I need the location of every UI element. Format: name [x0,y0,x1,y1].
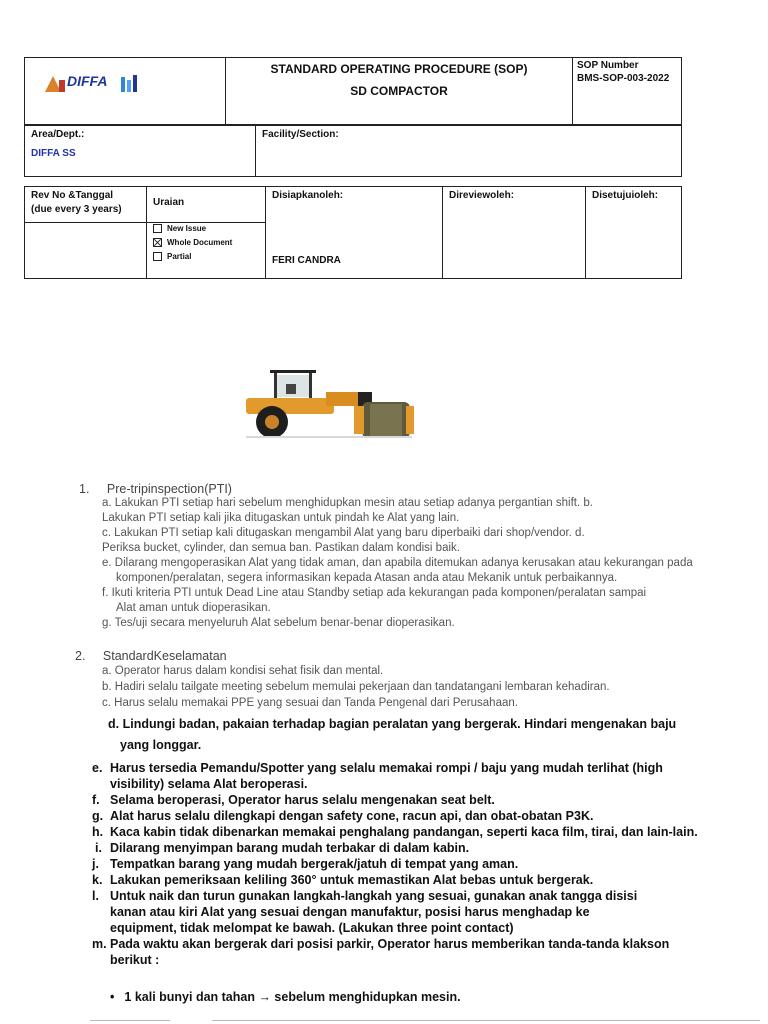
s2-item-i: i. Dilarang menyimpan barang mudah terbakar di dalam kabin. [95,841,470,855]
uraian-cell [147,187,266,223]
s1-line-f2: Alat aman untuk dioperasikan. [116,602,271,614]
s1-line-e: e. Dilarang mengoperasikan Alat yang tidak aman, dan apabila ditemukan adanya kerusakan atau kekurangan pada [102,557,693,569]
s1-line-a: a. Lakukan PTI setiap hari sebelum menghidupkan mesin atau setiap adanya pergantian shift. b. [102,497,593,509]
uraian-label: Uraian [153,197,185,208]
footer-divider-left [90,1020,170,1021]
s2-item-k: k. Lakukan pemeriksaan keliling 360° untuk memastikan Alat bebas untuk bergerak. [92,873,594,887]
title-cell [226,58,573,126]
section2-gray-list [102,665,722,713]
whole-document-checkbox[interactable] [153,238,162,247]
s2-item-m: m. Pada waktu akan bergerak dari posisi parkir, Operator harus memberikan tanda-tanda klakson berikut : [92,937,670,967]
partial-checkbox[interactable] [153,252,162,261]
facility-cell [256,125,682,177]
prepared-value: FERI CANDRA [272,255,341,266]
rev-label: Rev No &Tanggal [31,190,114,201]
approved-cell [586,187,682,279]
reviewed-label: Direviewoleh: [449,190,515,201]
reviewed-cell [443,187,586,279]
rev-value-cell [25,223,147,279]
sop-number-cell [573,58,682,126]
s2-item-d: d. Lindungi badan, pakaian terhadap bagian peralatan yang bergerak. Hindari mengenakan baju yang longgar. [108,717,677,752]
option-partial[interactable]: Partial [153,252,259,266]
facility-label: Facility/Section: [262,129,339,140]
s1-line-d: Periksa bucket, cylinder, dan semua ban. Pastikan dalam kondisi baik. [102,542,460,554]
s1-line-c: c. Lakukan PTI setiap kali ditugaskan mengambil Alat yang baru diperbaiki dari shop/vendor. d. [102,527,585,539]
new-issue-checkbox[interactable] [153,224,162,233]
section1-heading: 1. Pre-tripinspection(PTI) [79,482,232,496]
prepared-cell [266,187,443,279]
logo-cell [25,58,226,126]
s1-line-e2: komponen/peralatan, segera informasikan kepada Atasan anda atau Mekanik untuk perbaikannya. [116,572,618,584]
footer-divider-right [212,1020,760,1021]
s2-bullet-item: • 1 kali bunyi dan tahan → sebelum menghidupkan mesin. [110,990,461,1004]
company-logo [43,72,143,94]
s2-line-a: a. Operator harus dalam kondisi sehat fisik dan mental. [102,665,384,677]
uraian-options-cell [147,223,266,279]
sop-title: STANDARD OPERATING PROCEDURE (SOP) [270,62,528,76]
sop-number-label: SOP Number [577,60,639,71]
area-cell [25,125,256,177]
prepared-label: Disiapkanoleh: [272,190,344,201]
s1-line-g: g. Tes/uji secara menyeluruh Alat sebelum benar-benar dioperasikan. [102,617,455,629]
area-table [24,124,682,177]
revision-table [24,186,682,279]
s2-item-j: j. Tempatkan barang yang mudah bergerak/jatuh di tempat yang aman. [92,857,519,871]
approved-label: Disetujuioleh: [592,190,659,201]
bullet-icon: • [110,990,115,1004]
logo-text: DIFFA [67,73,108,89]
s2-item-e: e. Harus tersedia Pemandu/Spotter yang selalu memakai rompi / baju yang mudah terlihat (high visibility) selama Alat beroperasi. [92,761,663,791]
section2-heading: 2. StandardKeselamatan [75,649,227,663]
sop-number-value: BMS-SOP-003-2022 [577,73,670,84]
s2-item-f: f. Selama beroperasi, Operator harus selalu mengenakan seat belt. [92,793,495,807]
s2-line-c: c. Harus selalu memakai PPE yang sesuai dan Tanda Pengenal dari Perusahaan. [102,697,518,709]
area-value: DIFFA SS [31,148,76,159]
compactor-roller-image [240,366,416,440]
s2-item-g: g. Alat harus selalu dilengkapi dengan safety cone, racun api, dan obat-obatan P3K. [92,809,594,823]
sop-subtitle: SD COMPACTOR [350,84,448,98]
s2-item-h: h. Kaca kabin tidak dibenarkan memakai penghalang pandangan, seperti kaca film, tirai, dan lain-lain. [92,825,698,839]
option-whole-document[interactable]: Whole Document [153,238,259,252]
s1-line-b: Lakukan PTI setiap kali jika ditugaskan untuk pindah ke Alat yang lain. [102,512,460,524]
sop-header-table [24,57,682,126]
rev-label-sub: (due every 3 years) [31,204,122,215]
rev-label-cell [25,187,147,223]
s1-line-f: f. Ikuti kriteria PTI untuk Dead Line atau Standby setiap ada kekurangan pada komponen/peralatan sampai [102,587,647,599]
s2-line-b: b. Hadiri selalu tailgate meeting sebelum memulai pekerjaan dan tandatangani lembaran kehadiran. [102,681,610,693]
area-label: Area/Dept.: [31,129,85,140]
s2-item-l: l. Untuk naik dan turun gunakan langkah-langkah yang sesuai, gunakan anak tangga disisi kanan atau kiri Alat yang sesuai dengan manufaktur, posisi harus menghadap ke equipment, tidak melompat ke bawah. (Lakukan three point contact) [92,889,638,935]
section1-list [102,497,722,632]
option-new-issue[interactable]: New Issue [153,224,259,238]
s2-items-list [92,760,712,968]
